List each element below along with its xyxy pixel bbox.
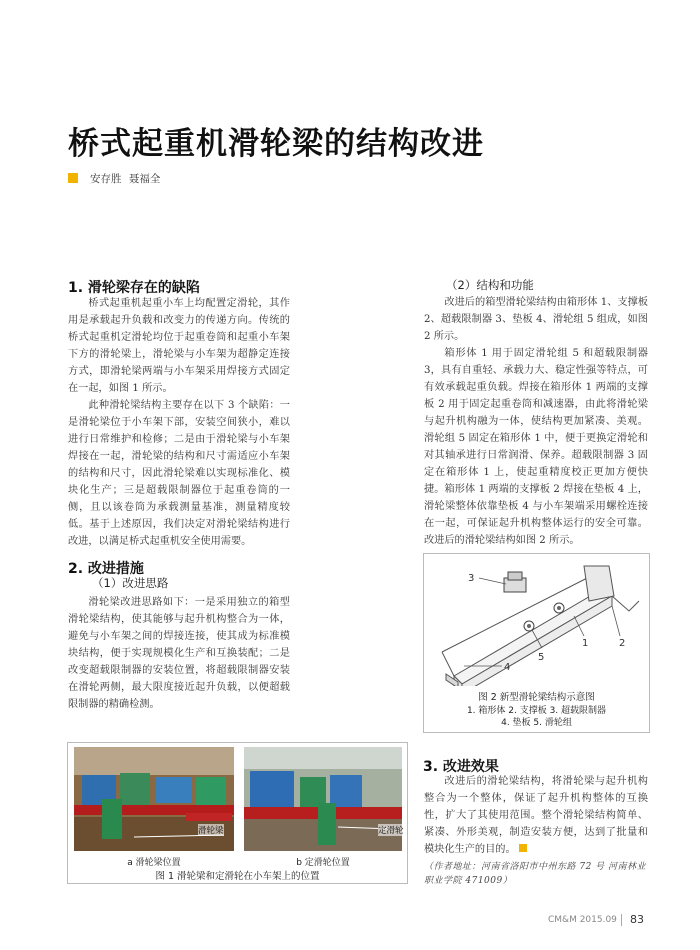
section-2-paragraph-3: 箱形体 1 用于固定滑轮组 5 和超载限制器 3，具有自重轻、承载力大、稳定性强等特点，可有效承载起重负载。焊接在箱形体 1 两端的支撑板 2 用于固定起重卷筒和减速器，由此将滑轮梁与起升机构融为一体，使结构更加紧凑、美观。滑轮组 5 固定在箱形体 1 中，便于更换定滑轮和对其轴承进行日常润滑、保养。超载限制器 3 固定在箱形体 1 上，使起重精度校正更加方便快捷。箱形体 1 两端的支撑板 2 焊接在垫板 4 上，滑轮梁整体依靠垫板 4 与小车架端采用螺栓连接在一起，可保证起升机构整体运行的安全可靠。改进后的滑轮梁结构如图 2 所示。 bbox=[424, 348, 648, 546]
figure-1b-label: 定滑轮 bbox=[378, 826, 404, 836]
section-3-heading: 3. 改进效果 bbox=[423, 759, 499, 775]
authors-row bbox=[68, 171, 160, 185]
section-1-body bbox=[68, 295, 290, 550]
figure-1-caption: 图 1 滑轮梁和定滑轮在小车架上的位置 bbox=[155, 871, 320, 882]
end-mark-icon bbox=[519, 844, 527, 852]
section-1-paragraph-2: 此种滑轮梁结构主要存在以下 3 个缺陷：一是滑轮梁位于小车架下部，安装空间狭小，难以进行日常维护和检修；二是由于滑轮梁与小车架焊接在一起，滑轮梁的结构和尺寸需适应小车架的结构和尺寸，因此滑轮梁难以实现标准化、模块化生产；三是超载限制器位于起重卷筒的一侧，且以该卷筒为承载测量基准，测量精度较低。基于上述原因，我们决定对滑轮梁结构进行改进，以满足桥式起重机安全使用需要。 bbox=[68, 400, 290, 547]
figure-2-drawing bbox=[424, 556, 649, 686]
section-1-paragraph-1: 桥式起重机起重小车上均配置定滑轮，其作用是承载起升负载和改变力的传递方向。传统的桥式起重机定滑轮均位于起重卷筒和起重小车架下方的滑轮梁上，滑轮梁与小车架为超静定连接方式，即滑轮梁两端与小车架采用焊接方式固定在一起，如图 1 所示。 bbox=[68, 298, 290, 394]
article-title: 桥式起重机滑轮梁的结构改进 bbox=[68, 126, 484, 162]
section-2-paragraph-1: 滑轮梁改进思路如下：一是采用独立的箱型滑轮梁结构，使其能够与起升机构整合为一体，避免与小车架之间的焊接连接，使其成为标准模块结构，便于实现规模化生产和互换装配；二是改变超载限制器的安装位置，将超载限制器安装在滑轮两侧，最大限度接近起升负载，以便超载限制器的精确检测。 bbox=[68, 597, 290, 710]
section-2-subheading-2: （2）结构和功能 bbox=[446, 278, 534, 292]
figure-2-legend-1: 1. 箱形体 2. 支撑板 3. 超载限制器 bbox=[466, 706, 607, 716]
footer-separator bbox=[621, 914, 622, 926]
figure-2-caption: 图 2 新型滑轮梁结构示意图 bbox=[478, 692, 595, 703]
accent-square-icon bbox=[68, 173, 78, 183]
section-2-subheading-1: （1）改进思路 bbox=[92, 576, 169, 590]
section-3-paragraph-1: 改进后的滑轮梁结构，将滑轮梁与起升机构整合为一个整体，保证了起升机构整体的互换性，扩大了其使用范围。整个滑轮梁结构简单、紧凑、外形美观，制造安装方便，达到了批量和模块化生产的目的。 bbox=[424, 776, 648, 855]
figure-1a-label: 滑轮梁 bbox=[198, 826, 224, 836]
figure-1 bbox=[67, 742, 408, 884]
section-2-body-left bbox=[68, 594, 290, 713]
callout-1: 1 bbox=[582, 638, 589, 649]
callout-4: 4 bbox=[504, 662, 511, 673]
author-address: （作者地址：河南省洛阳市中州东路 72 号 河南林业职业学院 471009） bbox=[424, 862, 647, 886]
section-3-body bbox=[424, 773, 648, 888]
figure-1a-subcaption: a 滑轮梁位置 bbox=[127, 858, 181, 868]
callout-2: 2 bbox=[619, 638, 626, 649]
section-2-heading: 2. 改进措施 bbox=[68, 561, 144, 577]
section-2-body-right bbox=[424, 294, 648, 549]
callout-5: 5 bbox=[538, 652, 545, 663]
section-1-heading: 1. 滑轮梁存在的缺陷 bbox=[68, 280, 200, 296]
figure-2 bbox=[423, 553, 650, 733]
figure-1b-subcaption: b 定滑轮位置 bbox=[296, 858, 350, 868]
authors: 安存胜 聂福全 bbox=[90, 172, 161, 185]
section-2-paragraph-2: 改进后的箱型滑轮梁结构由箱形体 1、支撑板 2、超载限制器 3、垫板 4、滑轮组 5 组成，如图 2 所示。 bbox=[424, 297, 648, 342]
figure-2-legend-2: 4. 垫板 5. 滑轮组 bbox=[501, 718, 572, 728]
footer-journal: CM&M 2015.09 bbox=[548, 915, 617, 925]
page-number: 83 bbox=[630, 913, 644, 926]
callout-3: 3 bbox=[468, 573, 475, 584]
